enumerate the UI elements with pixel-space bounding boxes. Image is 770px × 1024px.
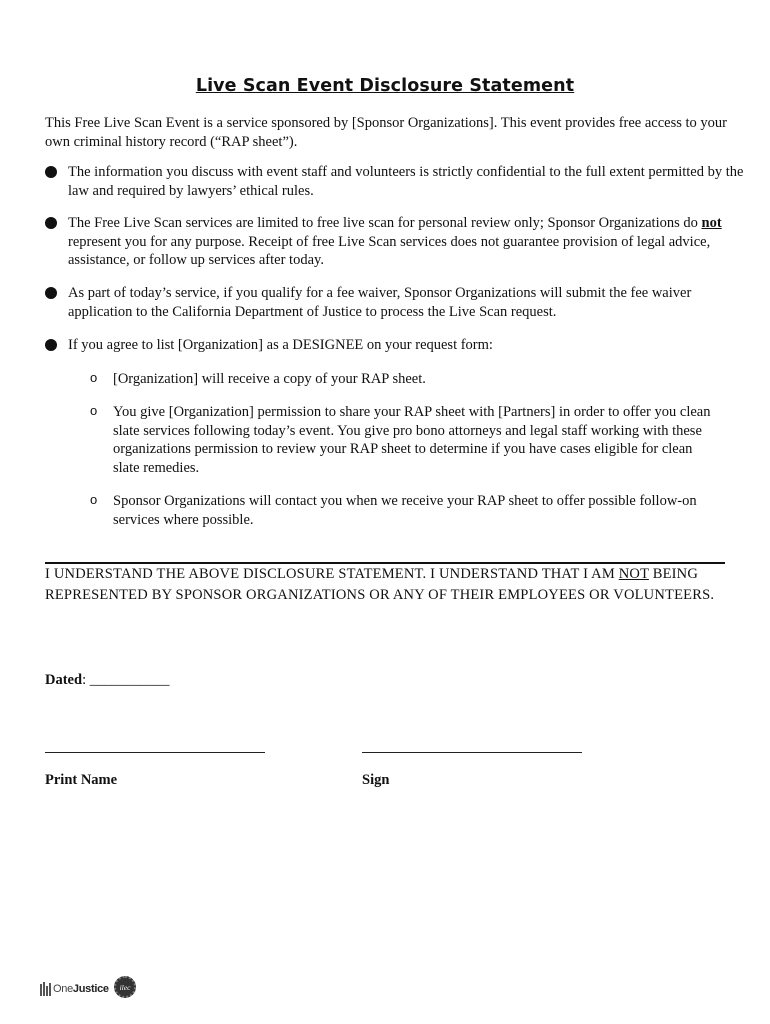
circle-bullet-icon: o bbox=[90, 370, 98, 385]
print-name-line[interactable] bbox=[45, 752, 265, 753]
bullet-text: The information you discuss with event staff and volunteers is strictly confidential to the full extent permitted by the law and required by lawyers’ ethical rules. bbox=[68, 164, 744, 199]
bullet-item bbox=[68, 336, 753, 355]
sign-line[interactable] bbox=[362, 752, 582, 753]
acknowledgment-text-after: BEING REPRESENTED BY SPONSOR ORGANIZATIONS OR ANY OF THEIR EMPLOYEES OR VOLUNTEERS. bbox=[45, 566, 715, 603]
intro-paragraph: This Free Live Scan Event is a service sponsored by [Sponsor Organizations]. This event provides free access to your own criminal history record (“RAP sheet”). bbox=[45, 115, 727, 150]
dated-blank-line[interactable]: : ___________ bbox=[82, 672, 170, 688]
bullet-emphasis: not bbox=[701, 215, 722, 231]
bullet-text: As part of today’s service, if you qualify for a fee waiver, Sponsor Organizations will submit the fee waiver application to the California Department of Justice to process the Live Scan request. bbox=[68, 285, 692, 320]
acknowledgment-emphasis: NOT bbox=[618, 566, 649, 582]
dated-label: Dated bbox=[45, 672, 83, 688]
acknowledgment-text-before: I UNDERSTAND THE ABOVE DISCLOSURE STATEMENT. I UNDERSTAND THAT I AM bbox=[45, 566, 619, 582]
sub-bullet-item bbox=[90, 370, 713, 389]
bullet-dot-icon bbox=[45, 166, 57, 178]
bullet-dot-icon bbox=[45, 287, 57, 299]
bullet-text-before: The Free Live Scan services are limited to free live scan for personal review only; Sponsor Organizations do bbox=[68, 215, 702, 231]
document-title: Live Scan Event Disclosure Statement bbox=[195, 76, 575, 96]
circle-bullet-icon: o bbox=[90, 492, 98, 507]
sub-bullet-text: You give [Organization] permission to share your RAP sheet with [Partners] in order to offer you clean slate services following today’s event. You give pro bono attorneys and legal staff working with these organizations permission to review your RAP sheet to determine if you have cases eligible for clean slate remedies. bbox=[113, 404, 711, 476]
dated-field[interactable] bbox=[45, 672, 169, 689]
onejustice-logo-text: OneJustice bbox=[53, 983, 109, 995]
circle-bullet-icon: o bbox=[90, 403, 98, 418]
bullet-text-after: represent you for any purpose. Receipt of free Live Scan services does not guarantee provision of legal advice, assistance, or follow up services after today. bbox=[68, 233, 711, 268]
sign-label: Sign bbox=[362, 772, 390, 788]
sub-bullet-text: Sponsor Organizations will contact you when we receive your RAP sheet to offer possible follow-on services where possible. bbox=[113, 493, 697, 528]
bullet-text: If you agree to list [Organization] as a DESIGNEE on your request form: bbox=[68, 337, 493, 353]
sub-bullet-item bbox=[90, 492, 713, 529]
seal-logo-icon: ilec bbox=[114, 976, 136, 998]
sub-bullet-text: [Organization] will receive a copy of your RAP sheet. bbox=[113, 371, 426, 387]
bullet-dot-icon bbox=[45, 217, 57, 229]
sub-bullet-item bbox=[90, 403, 713, 477]
bullet-item bbox=[68, 214, 753, 270]
acknowledgment-statement bbox=[45, 564, 735, 605]
bullet-item bbox=[68, 284, 753, 321]
bullet-item bbox=[68, 163, 753, 200]
onejustice-logo bbox=[40, 982, 109, 996]
bullet-dot-icon bbox=[45, 339, 57, 351]
print-name-label: Print Name bbox=[45, 772, 118, 788]
logo-bars-icon bbox=[40, 982, 51, 996]
